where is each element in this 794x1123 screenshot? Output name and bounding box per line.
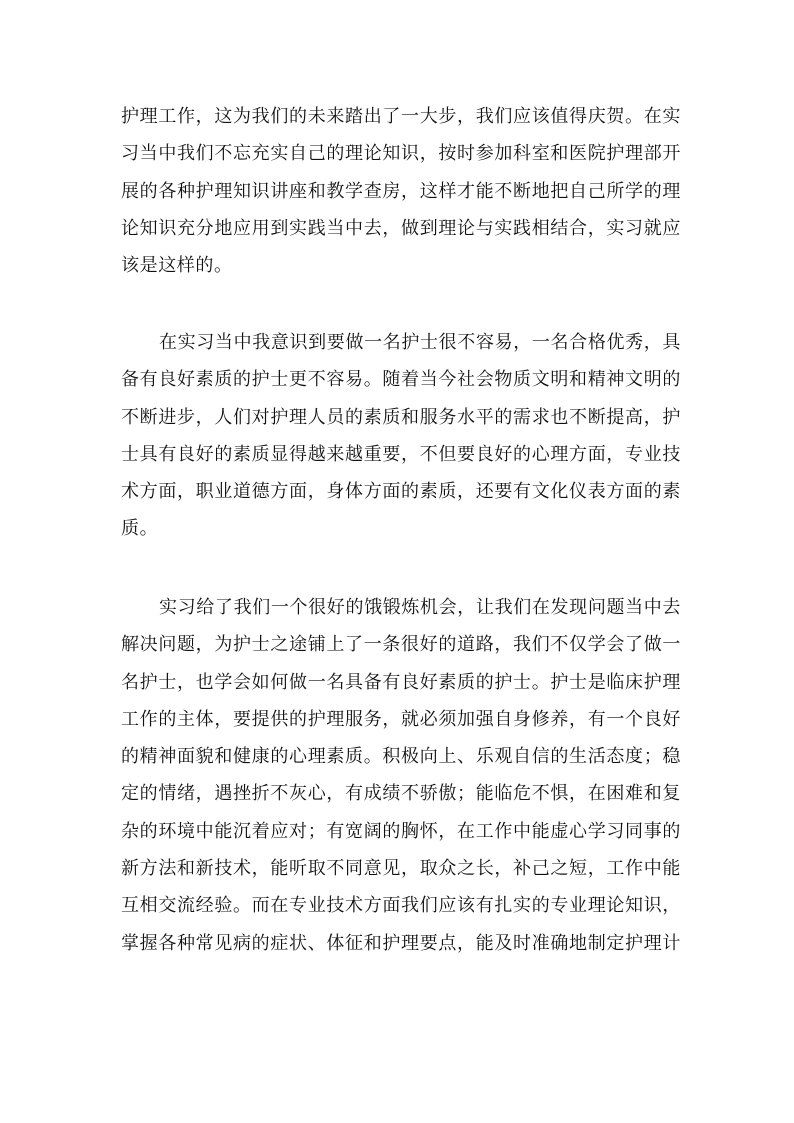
text-line: 护理工作，这为我们的未来踏出了一大步，我们应该值得庆贺。在实 bbox=[121, 106, 681, 127]
text-line: 名护士，也学会如何做一名具备有良好素质的护士。护士是临床护理 bbox=[121, 671, 681, 693]
text-line: 士具有良好的素质显得越来越重要，不但要良好的心理方面，专业技 bbox=[121, 443, 681, 465]
text-line: 工作的主体，要提供的护理服务，就必须加强自身修养，有一个良好 bbox=[121, 708, 681, 730]
text-line: 定的情绪，遇挫折不灰心，有成绩不骄傲；能临危不惧，在困难和复 bbox=[121, 783, 681, 805]
text-line: 互相交流经验。而在专业技术方面我们应该有扎实的专业理论知识， bbox=[121, 895, 681, 917]
text-line: 论知识充分地应用到实践当中去，做到理论与实践相结合，实习就应 bbox=[121, 217, 681, 239]
text-line: 术方面，职业道德方面，身体方面的素质，还要有文化仪表方面的素 bbox=[121, 481, 681, 503]
text-line: 该是这样的。 bbox=[121, 255, 233, 277]
paragraph-3 bbox=[121, 589, 681, 962]
text-line: 不断进步，人们对护理人员的素质和服务水平的需求也不断提高，护 bbox=[121, 406, 681, 428]
text-line: 习当中我们不忘充实自己的理论知识，按时参加科室和医院护理部开 bbox=[121, 143, 681, 165]
text-line: 解决问题，为护士之途铺上了一条很好的道路，我们不仅学会了做一 bbox=[121, 634, 681, 656]
text-line: 质。 bbox=[121, 518, 159, 540]
text-line: 掌握各种常见病的症状、体征和护理要点，能及时准确地制定护理计 bbox=[121, 932, 681, 954]
paragraph-1 bbox=[121, 98, 681, 284]
text-line: 在实习当中我意识到要做一名护士很不容易，一名合格优秀，具 bbox=[159, 332, 681, 353]
text-line: 的精神面貌和健康的心理素质。积极向上、乐观自信的生活态度；稳 bbox=[121, 746, 681, 768]
text-line: 备有良好素质的护士更不容易。随着当今社会物质文明和精神文明的 bbox=[121, 369, 681, 391]
text-line: 杂的环境中能沉着应对；有宽阔的胸怀，在工作中能虚心学习同事的 bbox=[121, 820, 681, 842]
text-line: 新方法和新技术，能听取不同意见，取众之长，补己之短，工作中能 bbox=[121, 858, 681, 880]
text-line: 实习给了我们一个很好的饿锻炼机会，让我们在发现问题当中去 bbox=[159, 597, 681, 618]
text-line: 展的各种护理知识讲座和教学查房，这样才能不断地把自己所学的理 bbox=[121, 180, 681, 202]
paragraph-2 bbox=[121, 324, 681, 548]
